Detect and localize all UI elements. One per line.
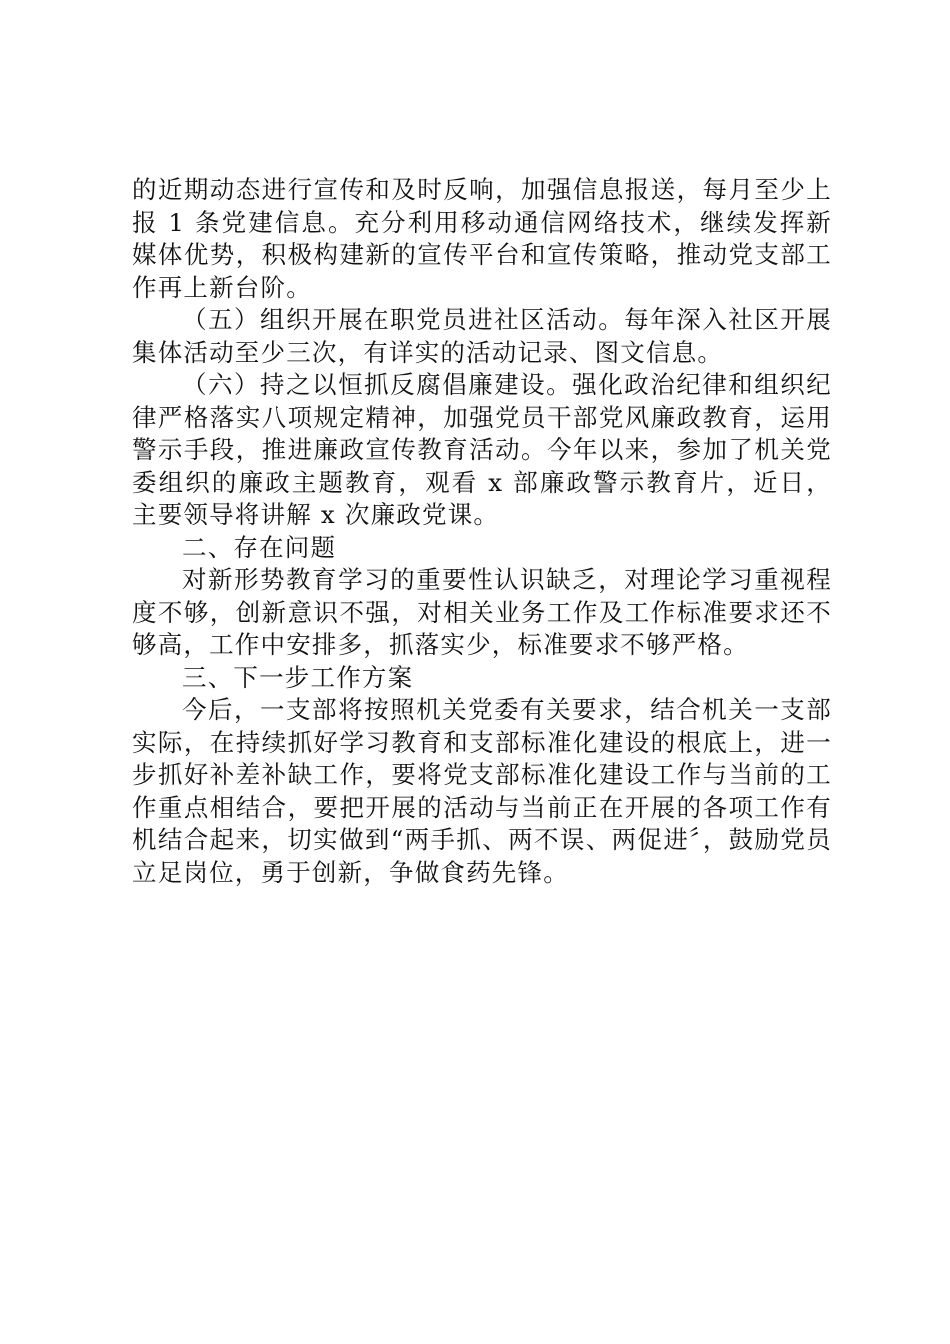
paragraph-item-five: （五）组织开展在职党员进社区活动。每年深入社区开展集体活动至少三次，有详实的活动记录、图文信息。 <box>132 305 832 367</box>
paragraph-next-steps: 今后，一支部将按照机关党委有关要求，结合机关一支部实际，在持续抓好学习教育和支部标准化建设的根底上，进一步抓好补差补缺工作，要将党支部标准化建设工作与当前的工作重点相结合，要把开展的活动与当前正在开展的各项工作有机结合起来，切实做到“两手抓、两不误、两促进〞，鼓励党员立足岗位，勇于创新，争做食药先锋。 <box>132 695 832 887</box>
section-heading-next-steps: 三、下一步工作方案 <box>182 662 414 692</box>
paragraph-item-six: （六）持之以恒抓反腐倡廉建设。强化政治纪律和组织纪律严格落实八项规定精神，加强党员干部党风廉政教育，运用警示手段，推进廉政宣传教育活动。今年以来，参加了机关党委组织的廉政主题教育，观看 x 部廉政警示教育片，近日，主要领导将讲解 x 次廉政党课。 <box>132 370 832 529</box>
paragraph-continuation: 的近期动态进行宣传和及时反响，加强信息报送，每月至少上报 1 条党建信息。充分利用移动通信网络技术，继续发挥新媒体优势，积极构建新的宣传平台和宣传策略，推动党支部工作再上新台阶。 <box>132 175 832 302</box>
document-body <box>132 174 832 889</box>
paragraph-problems: 对新形势教育学习的重要性认识缺乏，对理论学习重视程度不够，创新意识不强，对相关业务工作及工作标准要求还不够高，工作中安排多，抓落实少，标准要求不够严格。 <box>132 565 832 659</box>
section-heading-problems: 二、存在问题 <box>182 532 337 562</box>
